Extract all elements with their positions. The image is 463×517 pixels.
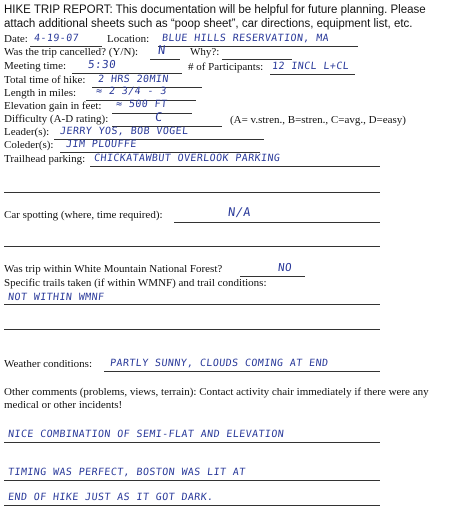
car-spotting-label: Car spotting (where, time required): (4, 209, 163, 221)
cancelled-value: N (157, 43, 167, 57)
total-time-label: Total time of hike: (4, 74, 86, 86)
participants-value: 12 INCL L+CL (271, 61, 350, 72)
wmnf-value: NO (277, 261, 293, 274)
coleaders-label: Coleder(s): (4, 139, 54, 151)
length-label: Length in miles: (4, 87, 77, 99)
comment-line-1: NICE COMBINATION OF SEMI-FLAT AND ELEVATION (7, 429, 285, 440)
participants-underline (270, 74, 355, 75)
comment-line-2-underline (4, 480, 380, 481)
leaders-label: Leader(s): (4, 126, 50, 138)
cancelled-underline (150, 59, 180, 60)
comment-line-3: END OF HIKE JUST AS IT GOT DARK. (7, 492, 215, 503)
elevation-value: ≈ 500 FT (115, 99, 168, 110)
comment-line-1-underline (4, 442, 380, 443)
wmnf-label: Was trip within White Mountain National Forest? (4, 263, 223, 275)
date-label: Date: (4, 33, 28, 45)
car-spotting-underline (174, 222, 380, 223)
weather-underline (104, 371, 380, 372)
trails-taken-extra-line (4, 329, 380, 330)
cancelled-label: Was the trip cancelled? (Y/N): (4, 46, 139, 58)
trailhead-underline (90, 166, 380, 167)
weather-label: Weather conditions: (4, 358, 93, 370)
elevation-underline (112, 113, 192, 114)
comment-line-2: TIMING WAS PERFECT, BOSTON WAS LIT AT (7, 467, 247, 478)
coleaders-value: JIM PLOUFFE (65, 139, 138, 150)
difficulty-key: (A= v.stren., B=stren., C=avg., D=easy) (230, 114, 406, 126)
total-time-value: 2 HRS 20MIN (97, 74, 170, 85)
meeting-time-label: Meeting time: (4, 60, 67, 72)
form-title-line-1: HIKE TRIP REPORT: This documentation will be helpful for future planning. Please (4, 4, 426, 16)
trailhead-value: CHICKATAWBUT OVERLOOK PARKING (93, 153, 281, 164)
trailhead-extra-line (4, 192, 380, 193)
trailhead-label: Trailhead parking: (4, 153, 86, 165)
meeting-time-value: 5:30 (87, 58, 117, 71)
car-spotting-value: N/A (227, 205, 252, 219)
comments-label-line-1: Other comments (problems, views, terrain): Contact activity chair immediately if there were any (4, 386, 429, 398)
location-underline (158, 46, 358, 47)
location-value: BLUE HILLS RESERVATION, MA (161, 33, 330, 44)
location-label: Location: (107, 33, 150, 45)
participants-label: # of Participants: (188, 61, 264, 73)
weather-value: PARTLY SUNNY, CLOUDS COMING AT END (109, 358, 329, 369)
leaders-value: JERRY YOS, BOB VOGEL (59, 126, 189, 137)
length-value: ≈ 2 3/4 - 3 (95, 86, 168, 97)
trails-taken-value: NOT WITHIN WMNF (7, 292, 105, 303)
comments-label-line-2: medical or other incidents! (4, 399, 123, 411)
form-title-line-2: attach additional sheets such as “poop sheet”, car directions, equipment list, etc. (4, 18, 413, 30)
comment-line-3-underline (4, 505, 380, 506)
difficulty-value: C (154, 110, 164, 124)
elevation-label: Elevation gain in feet: (4, 100, 102, 112)
difficulty-label: Difficulty (A-D rating): (4, 113, 109, 125)
date-value: 4-19-07 (33, 33, 80, 44)
why-label: Why?: (190, 46, 220, 58)
trails-taken-label: Specific trails taken (if within WMNF) and trail conditions: (4, 277, 267, 289)
car-spotting-extra-line (4, 246, 380, 247)
trails-taken-underline (4, 304, 380, 305)
why-underline (222, 59, 292, 60)
